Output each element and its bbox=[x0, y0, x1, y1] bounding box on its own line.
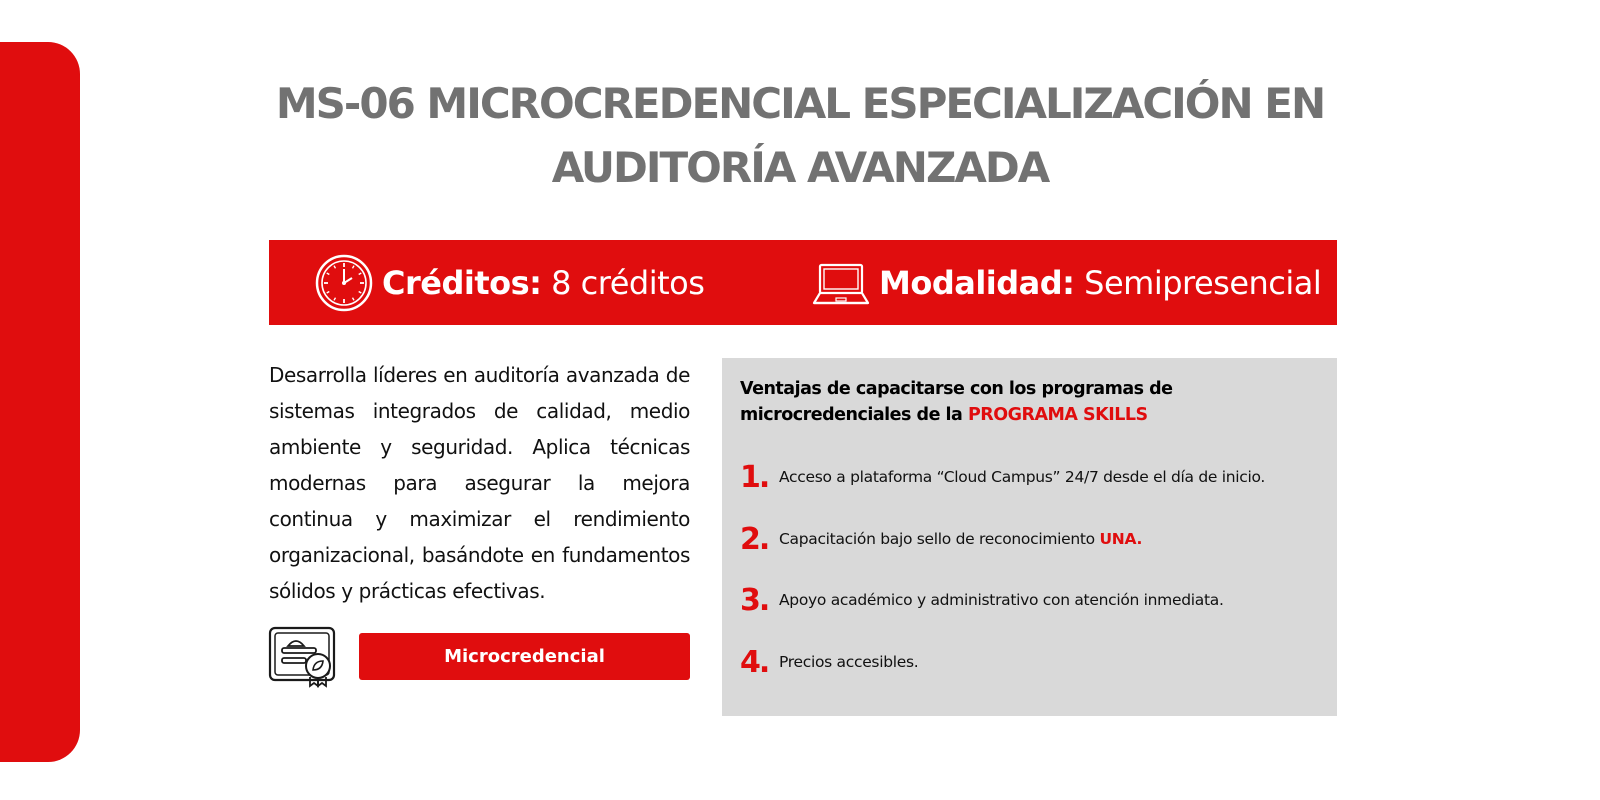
benefits-heading-highlight: PROGRAMA SKILLS bbox=[967, 405, 1148, 425]
benefit-text: Precios accesibles. bbox=[779, 653, 919, 671]
benefits-heading-text: Ventajas de capacitarse con los programas de microcredenciales de la bbox=[740, 379, 1173, 425]
side-accent-bar bbox=[0, 42, 80, 762]
program-description: Desarrolla líderes en auditoría avanzada de sistemas integrados de calidad, medio ambiente y seguridad. Aplica técnicas modernas para asegurar la mejora continua y maximizar el rendimiento organizacional, basándote en fundamentos sólidos y prácticas efectivas. bbox=[269, 363, 690, 603]
benefit-text: Acceso a plataforma “Cloud Campus” 24/7 desde el día de inicio. bbox=[779, 468, 1266, 486]
page-title: MS-06 MICROCREDENCIAL ESPECIALIZACIÓN EN AUDITORÍA AVANZADA bbox=[275, 79, 1325, 192]
benefit-number: 3. bbox=[740, 582, 769, 618]
info-bar bbox=[269, 240, 1337, 325]
benefit-number: 2. bbox=[740, 521, 769, 557]
benefit-number: 4. bbox=[740, 644, 769, 680]
benefit-number: 1. bbox=[740, 459, 769, 495]
benefits-heading bbox=[740, 376, 1330, 428]
benefit-highlight: UNA. bbox=[1099, 530, 1143, 548]
credits-info bbox=[314, 240, 704, 325]
benefit-item-1 bbox=[740, 457, 1265, 497]
clock-icon bbox=[314, 253, 374, 313]
credits-value: 8 créditos bbox=[551, 263, 705, 302]
benefit-item-3 bbox=[740, 580, 1224, 620]
certificate-icon bbox=[268, 626, 338, 688]
modality-value: Semipresencial bbox=[1084, 263, 1322, 302]
modality-label: Modalidad: bbox=[879, 263, 1075, 302]
benefit-item-4 bbox=[740, 642, 918, 682]
modality-info bbox=[811, 240, 1321, 325]
laptop-icon bbox=[811, 253, 871, 313]
benefit-text: Capacitación bajo sello de reconocimiento bbox=[779, 530, 1095, 548]
microcredential-button[interactable]: Microcredencial bbox=[359, 633, 690, 680]
benefit-item-2 bbox=[740, 519, 1142, 559]
credits-label: Créditos: bbox=[382, 263, 542, 302]
benefit-text: Apoyo académico y administrativo con atención inmediata. bbox=[779, 591, 1224, 609]
